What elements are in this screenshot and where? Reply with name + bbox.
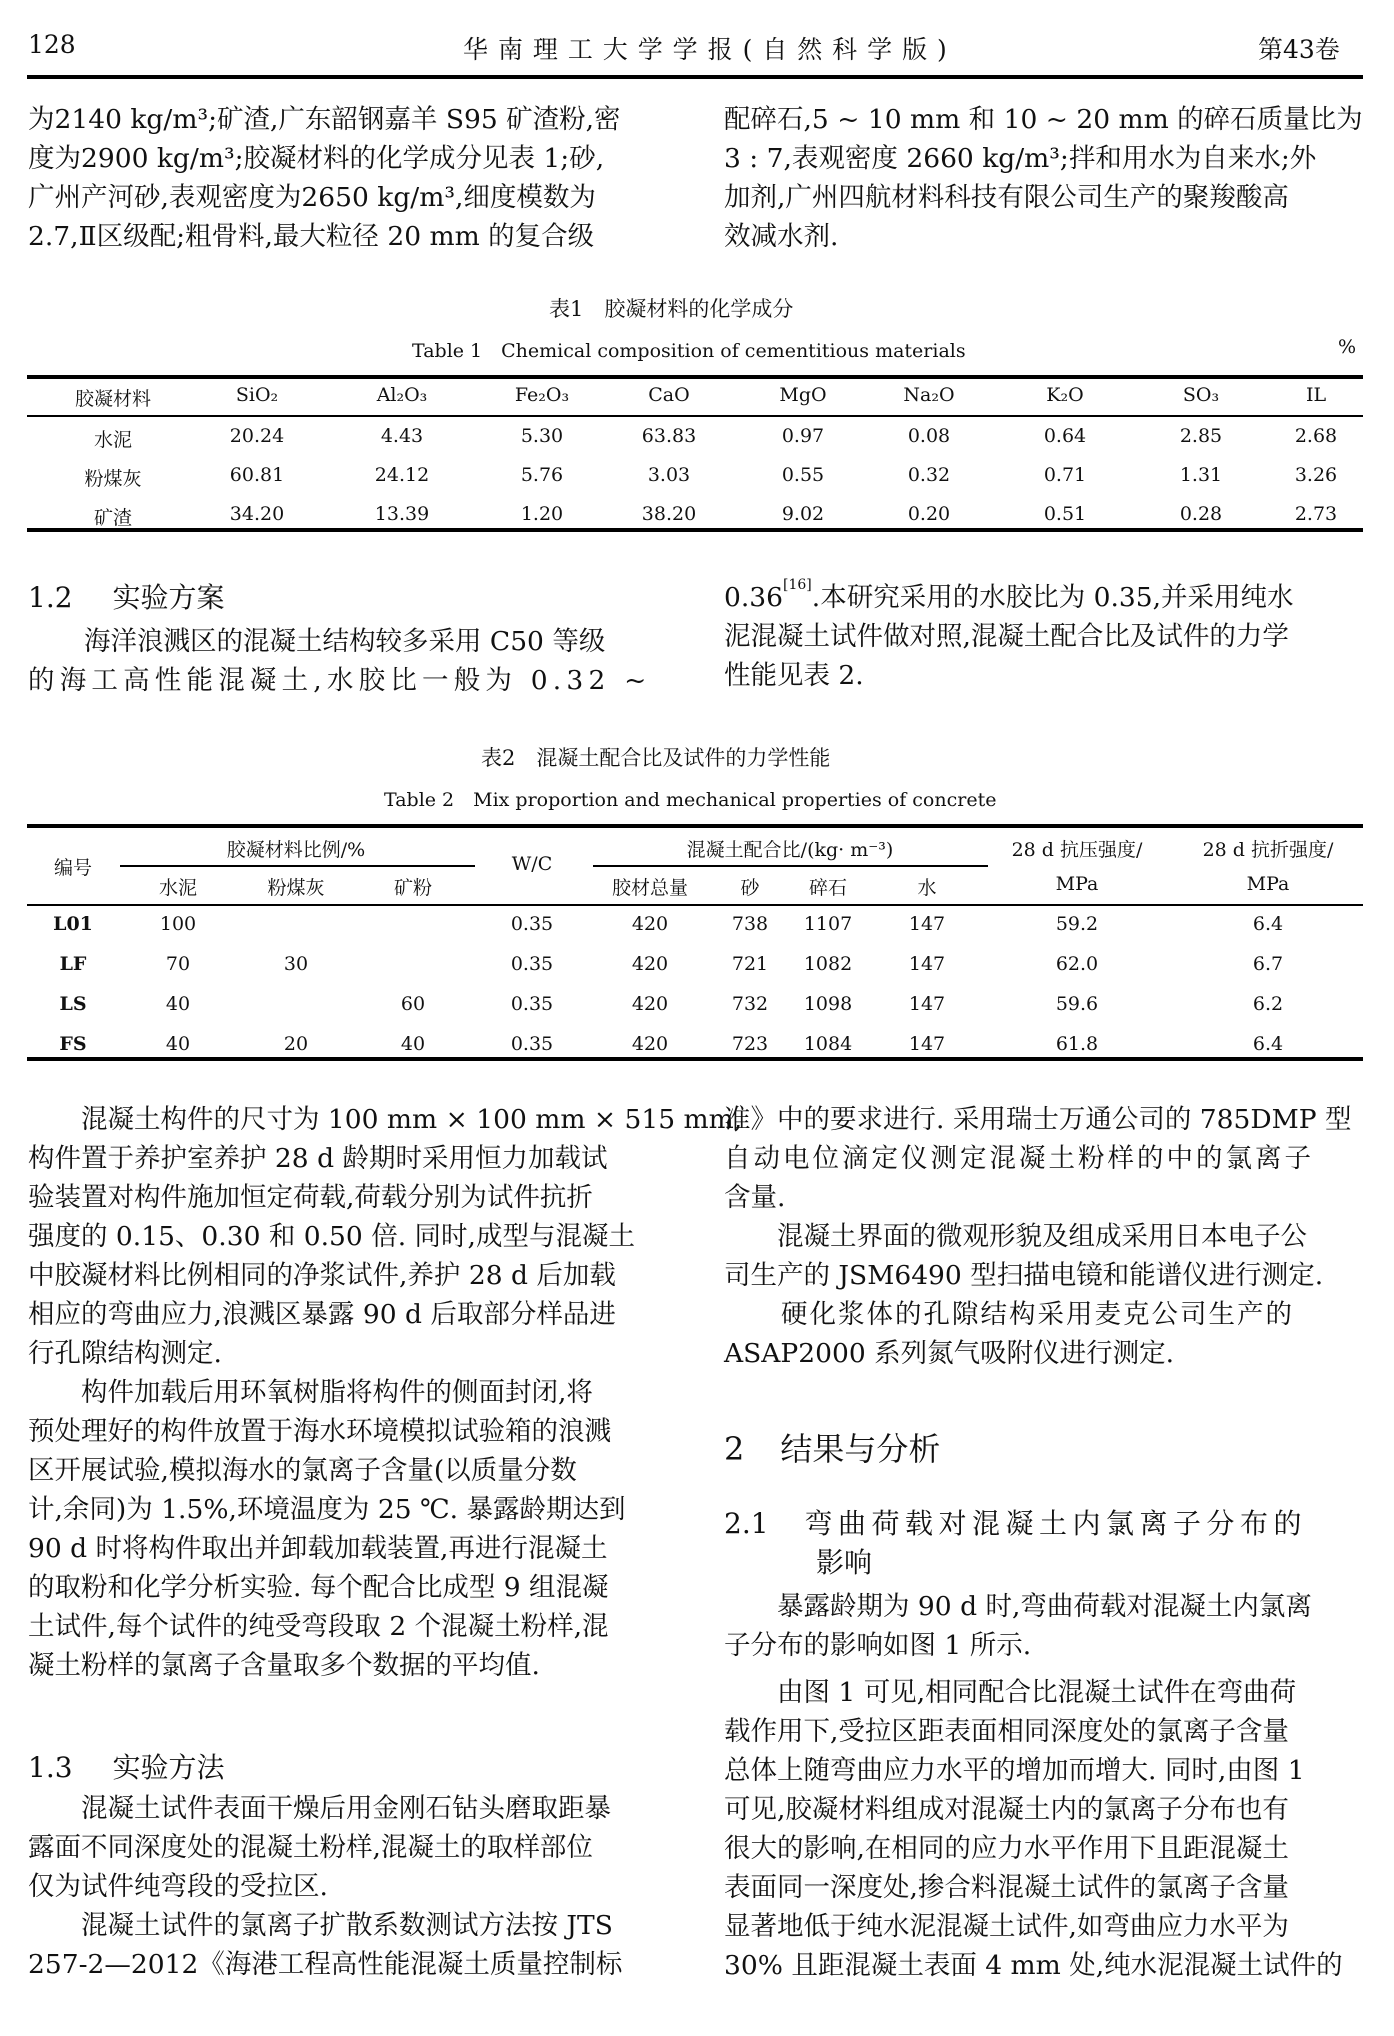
table2-header-wc: W/C — [511, 853, 553, 875]
table1-row-label: 水泥 — [93, 429, 133, 451]
table2-subheader-cell: 水泥 — [158, 877, 198, 899]
table2-cell: 147 — [908, 1033, 946, 1055]
table2-cell: 6.4 — [1252, 1033, 1284, 1055]
table2-cell: 59.2 — [1055, 913, 1099, 935]
citation: [16] — [783, 577, 812, 593]
table1-cell: 0.08 — [907, 425, 951, 447]
table2-cell: 62.0 — [1055, 953, 1099, 975]
table1-caption-en: Table 1 Chemical composition of cementitious materials — [412, 340, 966, 362]
table2-cell: 0.35 — [510, 913, 554, 935]
table2-cell: 420 — [631, 993, 669, 1015]
heading-number: 1.2 — [28, 581, 73, 614]
table1-cell: 0.97 — [781, 425, 825, 447]
text-line: 构件加载后用环氧树脂将构件的侧面封闭,将 — [28, 1377, 593, 1408]
table2-bottom-rule — [27, 1057, 1363, 1061]
heading-text: 实验方案 — [112, 581, 225, 614]
table2-cell: 420 — [631, 953, 669, 975]
table2-cell: 1098 — [803, 993, 853, 1015]
table1-cell: 0.51 — [1043, 503, 1087, 525]
table2-cell: 723 — [731, 1033, 769, 1055]
table2-cell: 738 — [731, 913, 769, 935]
table2-subheader-cell: 矿粉 — [393, 877, 433, 899]
table2-header-compressive: 28 d 抗压强度/ — [1011, 839, 1143, 861]
heading-number: 1.3 — [28, 1751, 73, 1784]
table1-cell: 9.02 — [781, 503, 825, 525]
heading-line — [724, 1504, 1364, 1543]
table2-cell: 40 — [165, 993, 191, 1015]
table2-cell: 1084 — [803, 1033, 853, 1055]
table2-subheader-cell: MPa — [1246, 873, 1290, 895]
table2-header-id: 编号 — [53, 857, 93, 879]
table1-header-cell: MgO — [779, 384, 827, 406]
text-line: 混凝土试件表面干燥后用金刚石钻头磨取距暴 — [28, 1793, 611, 1824]
table2-cell: 30 — [283, 953, 309, 975]
table2-cell: 100 — [159, 913, 197, 935]
text-line: 效减水剂. — [724, 221, 839, 252]
text-line: 为2140 kg/m³;矿渣,广东韶钢嘉羊 S95 矿渣粉,密 — [28, 104, 621, 135]
text-line: 可见,胶凝材料组成对混凝土内的氯离子分布也有 — [724, 1794, 1289, 1825]
table1-cell: 1.31 — [1179, 464, 1223, 486]
table1-cell: 4.43 — [380, 425, 424, 447]
heading-text: 实验方法 — [112, 1751, 225, 1784]
table1-header-cell: CaO — [648, 384, 690, 406]
text-line: 配碎石,5 ~ 10 mm 和 10 ~ 20 mm 的碎石质量比为 — [724, 104, 1363, 135]
text-line: 海洋浪溅区的混凝土结构较多采用 C50 等级 — [84, 626, 606, 657]
table2-cell: 420 — [631, 1033, 669, 1055]
text-line: ASAP2000 系列氮气吸附仪进行测定. — [724, 1338, 1175, 1369]
table2-cell: 6.2 — [1252, 993, 1284, 1015]
text-line: 混凝土界面的微观形貌及组成采用日本电子公 — [724, 1221, 1307, 1252]
text-line: 加剂,广州四航材料科技有限公司生产的聚羧酸高 — [724, 182, 1289, 213]
table1-cell: 5.30 — [520, 425, 564, 447]
text-line — [724, 578, 1364, 617]
text-line: 自动电位滴定仪测定混凝土粉样的中的氯离子 — [724, 1143, 1314, 1174]
table1-top-rule — [27, 375, 1363, 379]
table2-cell: 40 — [400, 1033, 426, 1055]
table2-cell: 147 — [908, 993, 946, 1015]
text-line: 准》中的要求进行. 采用瑞士万通公司的 785DMP 型 — [724, 1104, 1352, 1135]
text-line: 30% 且距混凝土表面 4 mm 处,纯水泥混凝土试件的 — [724, 1950, 1343, 1981]
table2-cell: 0.35 — [510, 993, 554, 1015]
text-line: 泥混凝土试件做对照,混凝土配合比及试件的力学 — [724, 621, 1289, 652]
text-line: 中胶凝材料比例相同的净浆试件,养护 28 d 后加载 — [28, 1260, 616, 1291]
table1-header-cell: Na₂O — [903, 384, 955, 406]
text-line: 验装置对构件施加恒定荷载,荷载分别为试件抗折 — [28, 1182, 593, 1213]
table1-header-cell: Fe₂O₃ — [514, 384, 570, 406]
table2-subheader-cell: 碎石 — [808, 877, 848, 899]
table2-cell: 147 — [908, 913, 946, 935]
table1-row-label: 矿渣 — [93, 507, 133, 529]
table2-cell: 1107 — [803, 913, 853, 935]
table1-header-cell: Al₂O₃ — [376, 384, 428, 406]
table2-subheader-cell: 胶材总量 — [611, 877, 689, 899]
heading-number: 2 — [724, 1430, 745, 1468]
table2-cell: 147 — [908, 953, 946, 975]
text-line: 很大的影响,在相同的应力水平作用下且距混凝土 — [724, 1833, 1289, 1864]
text-line: 行孔隙结构测定. — [28, 1338, 222, 1369]
table1-header-cell: SiO₂ — [235, 384, 279, 406]
table1-header-cell: IL — [1305, 384, 1327, 406]
table1-header-cell: SO₃ — [1182, 384, 1220, 406]
table1-cell: 2.68 — [1294, 425, 1338, 447]
table1-cell: 34.20 — [229, 503, 285, 525]
table1-cell: 0.28 — [1179, 503, 1223, 525]
text-line: 的海工高性能混凝土,水胶比一般为 0.32 ~ — [28, 665, 652, 696]
table2-header-mix: 混凝土配合比/(kg· m⁻³) — [686, 839, 894, 861]
table1-cell: 0.71 — [1043, 464, 1087, 486]
table2-top-rule — [27, 824, 1363, 828]
text-line: 90 d 时将构件取出并卸载加载装置,再进行混凝土 — [28, 1533, 608, 1564]
text-line: 度为2900 kg/m³;胶凝材料的化学成分见表 1;砂, — [28, 143, 605, 174]
heading-text: 弯曲荷载对混凝土内氯离子分布的 — [804, 1507, 1308, 1540]
heading-line: 影响 — [816, 1546, 873, 1579]
table1-cell: 13.39 — [374, 503, 430, 525]
text-line: 仅为试件纯弯段的受拉区. — [28, 1871, 328, 1902]
text-line: 硬化浆体的孔隙结构采用麦克公司生产的 — [724, 1299, 1294, 1330]
text-line: 2.7,Ⅱ区级配;粗骨料,最大粒径 20 mm 的复合级 — [28, 221, 595, 252]
table2-row-id: LS — [59, 993, 87, 1015]
table1-unit: % — [1338, 336, 1357, 358]
text-line: 预处理好的构件放置于海水环境模拟试验箱的浪溅 — [28, 1416, 611, 1447]
right-body — [724, 1100, 1364, 1373]
table1-cell: 63.83 — [641, 425, 697, 447]
text-line: 强度的 0.15、0.30 和 0.50 倍. 同时,成型与混凝土 — [28, 1221, 635, 1252]
text-line: 总体上随弯曲应力水平的增加而增大. 同时,由图 1 — [724, 1755, 1305, 1786]
table2-cell: 0.35 — [510, 953, 554, 975]
table2-cell: 0.35 — [510, 1033, 554, 1055]
text-line: 计,余同)为 1.5%,环境温度为 25 ℃. 暴露龄期达到 — [28, 1494, 626, 1525]
section-2-1-heading — [724, 1504, 1364, 1582]
table1-cell: 3.26 — [1294, 464, 1338, 486]
text-line: 显著地低于纯水泥混凝土试件,如弯曲应力水平为 — [724, 1911, 1289, 1942]
text-line: 性能见表 2. — [724, 660, 864, 691]
table1-row-label: 粉煤灰 — [84, 468, 142, 490]
text-fragment: .本研究采用的水胶比为 0.35,并采用纯水 — [811, 582, 1294, 613]
table2-header-flexural: 28 d 抗折强度/ — [1202, 839, 1334, 861]
table2-cell: 420 — [631, 913, 669, 935]
text-line: 载作用下,受拉区距表面相同深度处的氯离子含量 — [724, 1716, 1289, 1747]
section-1-3-body — [28, 1789, 668, 1984]
text-line: 相应的弯曲应力,浪溅区暴露 90 d 后取部分样品进 — [28, 1299, 616, 1330]
table2-subheader-cell: 砂 — [740, 877, 760, 899]
table1-cell: 5.76 — [520, 464, 564, 486]
table2-binder-group-rule — [120, 865, 475, 867]
table1-cell: 1.20 — [520, 503, 564, 525]
left-top-paragraph — [28, 100, 668, 256]
section-2-1-body — [724, 1587, 1364, 1985]
table1-cell: 38.20 — [641, 503, 697, 525]
table2-cell: 40 — [165, 1033, 191, 1055]
text-line: 凝土粉样的氯离子含量取多个数据的平均值. — [28, 1650, 540, 1681]
text-line: 3 : 7,表观密度 2660 kg/m³;拌和用水为自来水;外 — [724, 143, 1317, 174]
section-2-heading — [724, 1430, 1364, 1469]
table1-header-rule — [27, 415, 1363, 417]
table2-row-id: LF — [59, 953, 87, 975]
section-1-2-right — [724, 578, 1364, 695]
table2-cell: 732 — [731, 993, 769, 1015]
table1-cell: 60.81 — [229, 464, 285, 486]
table1-cell: 2.85 — [1179, 425, 1223, 447]
text-line: 混凝土构件的尺寸为 100 mm × 100 mm × 515 mm, — [28, 1104, 743, 1135]
section-1-2-left — [28, 622, 668, 700]
table2-cell: 6.4 — [1252, 913, 1284, 935]
text-line: 表面同一深度处,掺合料混凝土试件的氯离子含量 — [724, 1872, 1289, 1903]
table1-caption-cn: 表1 胶凝材料的化学成分 — [549, 297, 794, 321]
text-line: 混凝土试件的氯离子扩散系数测试方法按 JTS — [28, 1910, 613, 1941]
table2-cell: 61.8 — [1055, 1033, 1099, 1055]
text-line: 司生产的 JSM6490 型扫描电镜和能谱仪进行测定. — [724, 1260, 1324, 1291]
section-1-3-heading — [28, 1748, 668, 1787]
table1-cell: 0.20 — [907, 503, 951, 525]
text-line: 含量. — [724, 1182, 786, 1213]
text-line: 土试件,每个试件的纯受弯段取 2 个混凝土粉样,混 — [28, 1611, 609, 1642]
table2-header-binder-ratio: 胶凝材料比例/% — [226, 839, 366, 861]
journal-title: 华 南 理 工 大 学 学 报 ( 自 然 科 学 版 ) — [463, 35, 948, 64]
table2-header-rule — [27, 904, 1363, 906]
table2-cell: 6.7 — [1252, 953, 1284, 975]
text-line: 广州产河砂,表观密度为2650 kg/m³,细度模数为 — [28, 182, 596, 213]
table2-caption-cn: 表2 混凝土配合比及试件的力学性能 — [481, 746, 831, 770]
table1-cell: 2.73 — [1294, 503, 1338, 525]
heading-text: 结果与分析 — [780, 1430, 941, 1468]
table2-cell: 721 — [731, 953, 769, 975]
text-line: 暴露龄期为 90 d 时,弯曲荷载对混凝土内氯离 — [724, 1591, 1312, 1622]
text-line: 构件置于养护室养护 28 d 龄期时采用恒力加载试 — [28, 1143, 608, 1174]
text-line: 区开展试验,模拟海水的氯离子含量(以质量分数 — [28, 1455, 577, 1486]
table1-cell: 20.24 — [229, 425, 285, 447]
table2-cell: 60 — [400, 993, 426, 1015]
section-1-2-heading — [28, 578, 668, 617]
table2-cell: 1082 — [803, 953, 853, 975]
table2-subheader-cell: 粉煤灰 — [267, 877, 325, 899]
text-line: 257-2—2012《海港工程高性能混凝土质量控制标 — [28, 1949, 623, 1980]
table1-cell: 24.12 — [374, 464, 430, 486]
table2-mix-group-rule — [593, 865, 988, 867]
table1-cell: 0.32 — [907, 464, 951, 486]
table2-cell: 59.6 — [1055, 993, 1099, 1015]
header-rule — [27, 75, 1363, 79]
table2-row-id: FS — [59, 1033, 87, 1055]
table1-header-cell: 胶凝材料 — [74, 388, 152, 410]
left-body — [28, 1100, 743, 1685]
table2-cell: 20 — [283, 1033, 309, 1055]
table1-cell: 0.64 — [1043, 425, 1087, 447]
table2-caption-en: Table 2 Mix proportion and mechanical properties of concrete — [384, 789, 997, 811]
page-number: 128 — [28, 30, 76, 59]
text-fragment: 0.36 — [724, 582, 784, 613]
table1-cell: 0.55 — [781, 464, 825, 486]
text-line: 子分布的影响如图 1 所示. — [724, 1630, 1032, 1661]
table2-subheader-cell: 水 — [917, 877, 937, 899]
heading-number: 2.1 — [724, 1507, 769, 1540]
table1-header-cell: K₂O — [1046, 384, 1084, 406]
text-line: 的取粉和化学分析实验. 每个配合比成型 9 组混凝 — [28, 1572, 609, 1603]
table2-subheader-cell: MPa — [1055, 873, 1099, 895]
right-top-paragraph — [724, 100, 1364, 256]
text-line: 由图 1 可见,相同配合比混凝土试件在弯曲荷 — [724, 1677, 1297, 1708]
table1-cell: 3.03 — [647, 464, 691, 486]
table2-cell: 70 — [165, 953, 191, 975]
table2-row-id: L01 — [53, 913, 93, 935]
volume-label: 第43卷 — [1258, 35, 1340, 64]
table1-bottom-rule — [27, 528, 1363, 532]
text-line: 露面不同深度处的混凝土粉样,混凝土的取样部位 — [28, 1832, 593, 1863]
